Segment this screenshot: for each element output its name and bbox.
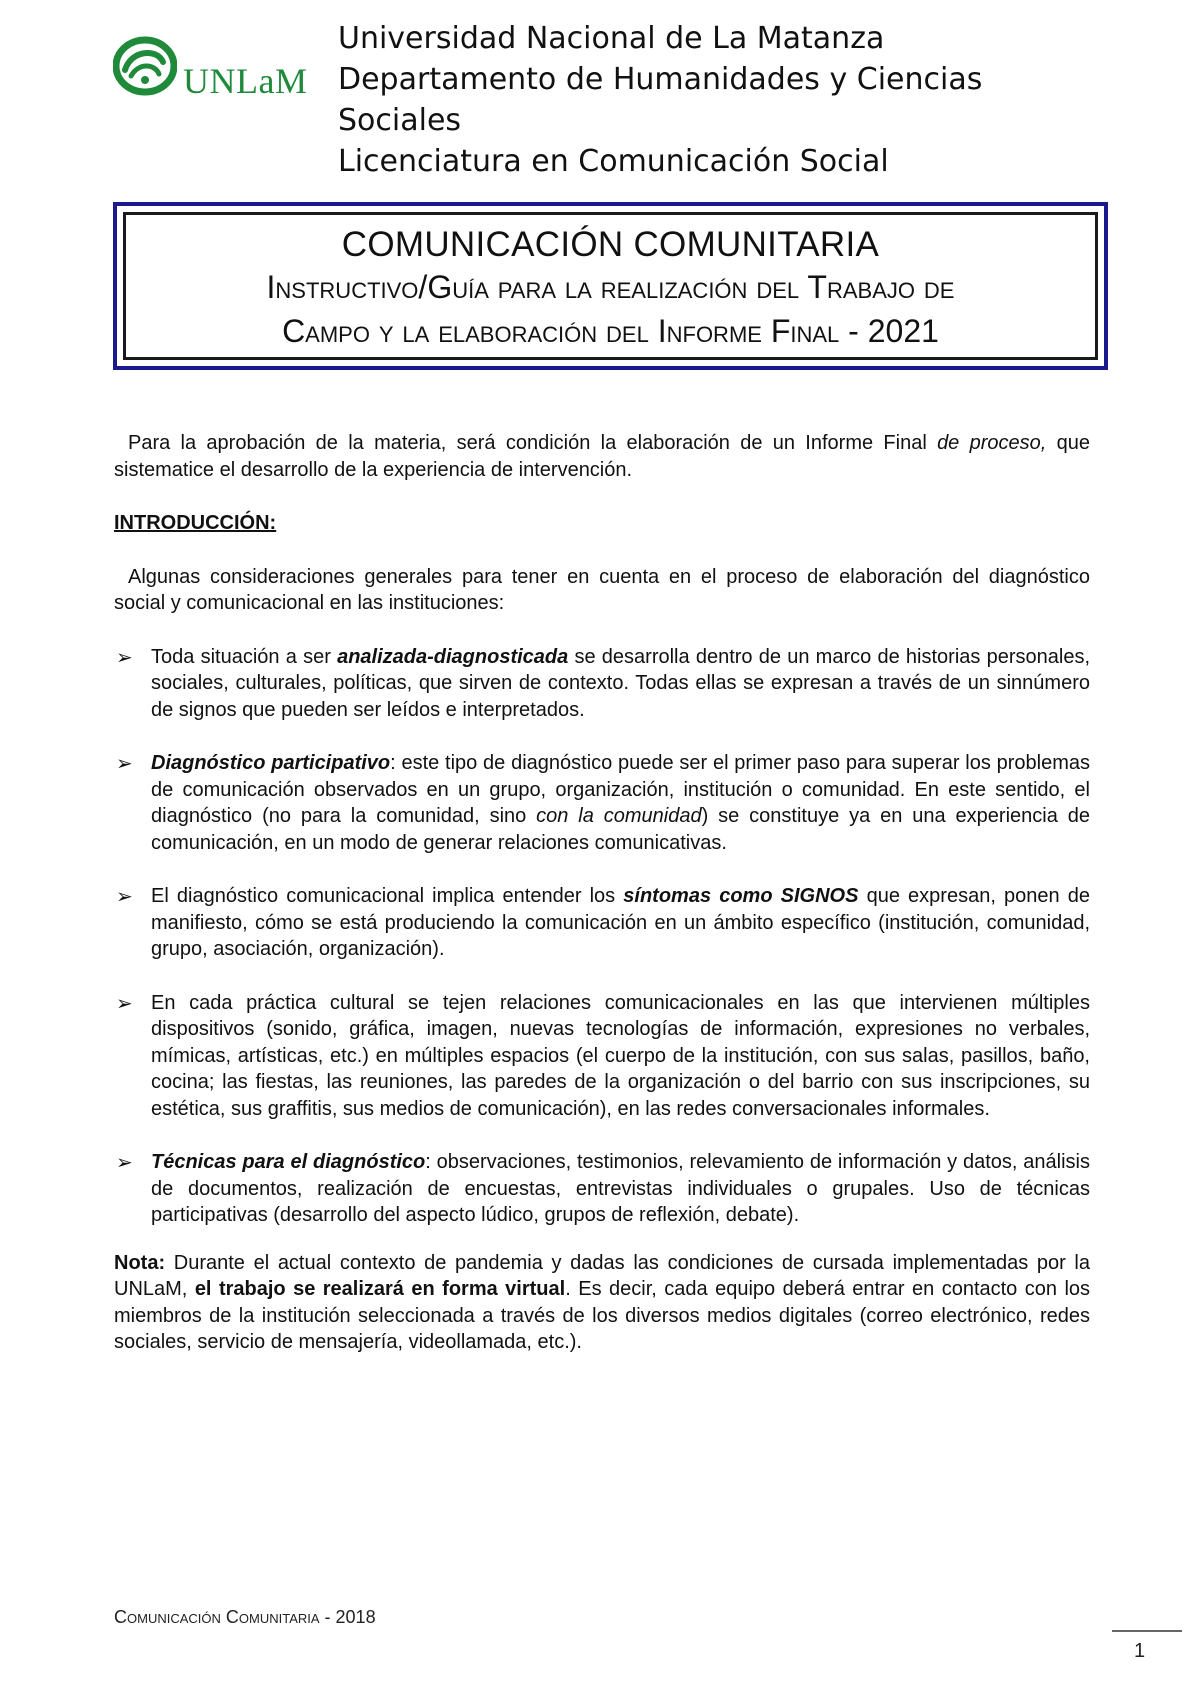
document-year: 2021 bbox=[867, 313, 939, 349]
arrow-bullet-icon: ➢ bbox=[116, 886, 133, 908]
list-item: ➢ En cada práctica cultural se tejen relaciones comunicacionales en las que intervienen múltiples dispositivos (sonido, gráfica, imagen, nuevas tecnologías de información, expresiones no verbales, mímicas, artísticas, etc.) en múltiples espacios (el cuerpo de la institución, con sus salas, pasillos, baño, cocina; las fiestas, las reuniones, las paredes de la organización o del barrio con sus inscripciones, su estética, sus graffitis, sus medios de comunicación), en las redes conversacionales informales. bbox=[116, 991, 1090, 1120]
footer-divider bbox=[1112, 1630, 1182, 1632]
list-item: ➢ Técnicas para el diagnóstico: observaciones, testimonios, relevamiento de información y datos, análisis de documentos, realización de encuestas, entrevistas individuales o grupales. Uso de técnicas participativas (desarrollo del aspecto lúdico, grupos de reflexión, debate). bbox=[116, 1151, 1090, 1226]
footer-text: Comunicación Comunitaria - 2018 bbox=[114, 1607, 376, 1627]
unlam-swirl-icon bbox=[113, 36, 177, 96]
considerations-text: Algunas consideraciones generales para tener en cuenta en el proceso de elaboración del diagnóstico social y comunicacional en las instituciones: bbox=[114, 565, 1090, 614]
logo-text: UNLaM bbox=[183, 61, 308, 101]
intro-text-a: Para la aprobación de la materia, será condición la elaboración de un Informe Final bbox=[128, 432, 938, 454]
list-item: ➢ Diagnóstico participativo: este tipo de diagnóstico puede ser el primer paso para superar los problemas de comunicación observados en un grupo, organización, institución o comunidad. En este sentido, el diagnóstico (no para la comunidad, sino con la comunidad) se constituye ya en una experiencia de comunicación, en un modo de generar relaciones comunicativas. bbox=[116, 752, 1090, 854]
document-header bbox=[113, 18, 1073, 188]
introduction-heading: INTRODUCCIÓN: bbox=[114, 512, 277, 534]
department-line-2: Sociales bbox=[338, 103, 462, 138]
arrow-bullet-icon: ➢ bbox=[116, 1152, 133, 1174]
bullet-list bbox=[114, 644, 1090, 1229]
considerations-paragraph bbox=[114, 564, 1090, 617]
unlam-logo bbox=[113, 36, 323, 106]
subtitle-line-2-text: Campo y la elaboración del Informe Final - bbox=[282, 313, 868, 349]
list-item: ➢ Toda situación a ser analizada-diagnosticada se desarrolla dentro de un marco de historias personales, sociales, culturales, políticas, que sirven de contexto. Todas ellas se expresan a través de un sinnúmero de signos que pueden ser leídos e interpretados. bbox=[116, 645, 1091, 721]
header-lines bbox=[338, 18, 1098, 182]
intro-text-b: que sistematice el desarrollo de la experiencia de intervención. bbox=[114, 432, 1090, 481]
title-box-inner bbox=[123, 212, 1098, 360]
arrow-bullet-icon: ➢ bbox=[116, 753, 133, 775]
department-line-1: Departamento de Humanidades y Ciencias bbox=[338, 62, 983, 97]
title-box bbox=[113, 202, 1108, 370]
document-title: COMUNICACIÓN COMUNITARIA bbox=[341, 225, 880, 264]
arrow-bullet-icon: ➢ bbox=[116, 646, 133, 669]
document-body bbox=[114, 430, 1090, 1356]
university-name: Universidad Nacional de La Matanza bbox=[338, 21, 885, 56]
document-subtitle-line-1: Instructivo/Guía para la realización del Trabajo de bbox=[266, 269, 955, 305]
arrow-bullet-icon: ➢ bbox=[116, 992, 133, 1015]
list-item: ➢ El diagnóstico comunicacional implica entender los síntomas como SIGNOS que expresan, ponen de manifiesto, cómo se está produciendo la comunicación en un ámbito específico (institución, comunidad, grupo, asociación, organización). bbox=[116, 885, 1090, 960]
intro-emphasis: de proceso, bbox=[937, 432, 1047, 454]
document-subtitle-line-2 bbox=[126, 309, 1095, 353]
note-paragraph: Nota: Durante el actual contexto de pandemia y dadas las condiciones de cursada implementadas por la UNLaM, el trabajo se realizará en forma virtual. Es decir, cada equipo deberá entrar en contacto con los miembros de la institución seleccionada a través de los diversos medios digitales (correo electrónico, redes sociales, servicio de mensajería, videollamada, etc.). bbox=[114, 1251, 1091, 1353]
program-name: Licenciatura en Comunicación Social bbox=[338, 144, 889, 179]
intro-paragraph bbox=[114, 430, 1090, 483]
page-number: 1 bbox=[1134, 1640, 1146, 1662]
note-label: Nota: bbox=[114, 1251, 166, 1274]
note-emphasis: el trabajo se realizará en forma virtual bbox=[194, 1278, 566, 1300]
